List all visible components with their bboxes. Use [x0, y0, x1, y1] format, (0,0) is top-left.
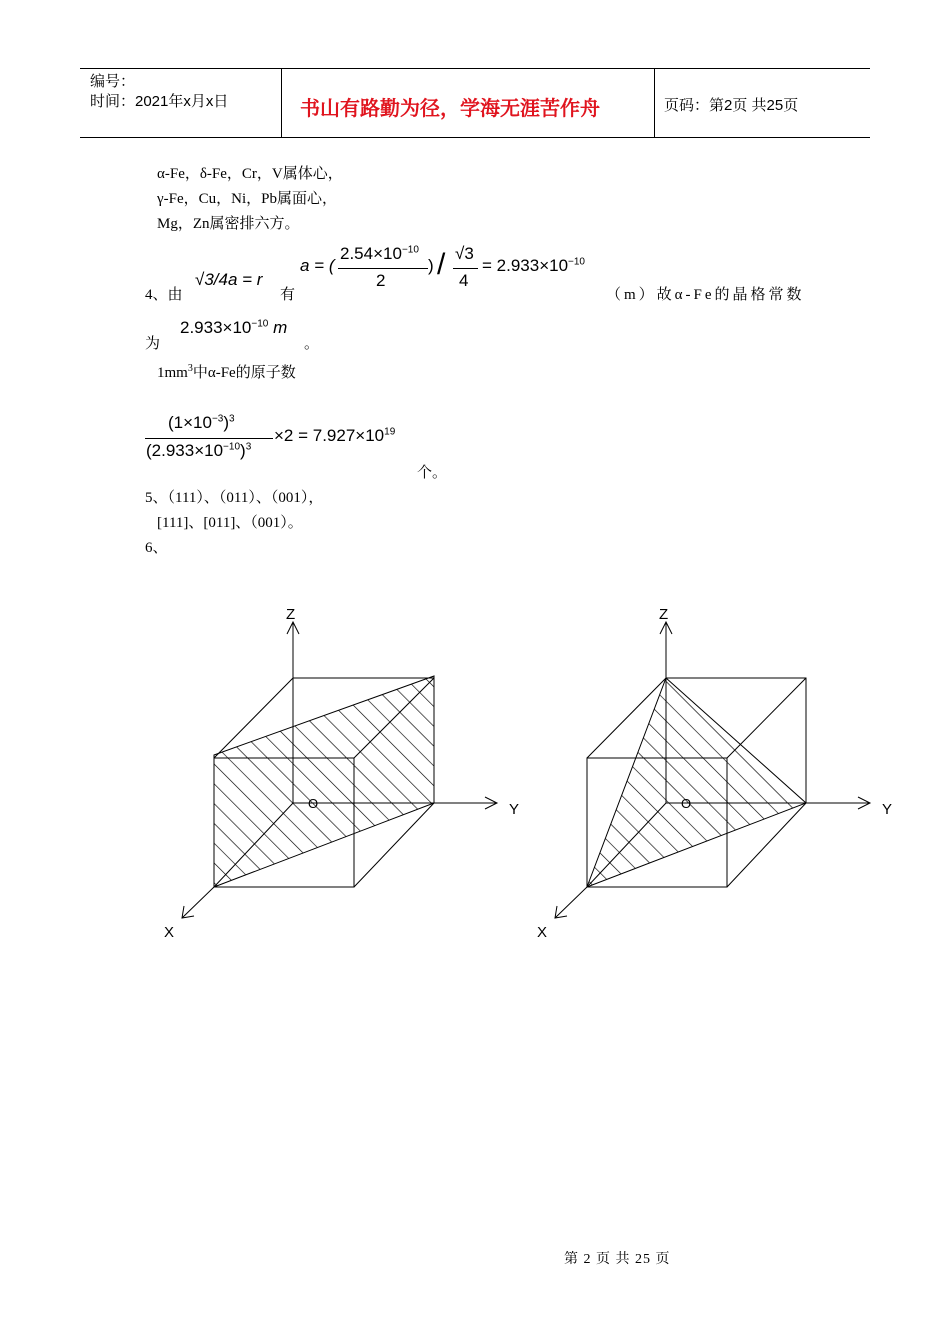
q4-suffix: （m）故α-Fe的晶格常数: [606, 287, 805, 303]
eq2-fraction-bar-2: [453, 268, 478, 269]
eq4-result: $\times 2 = 7.927\times 10^{19}$: [274, 426, 396, 445]
right-hatched-plane: [587, 678, 806, 887]
eq3-value: $2.933\times 10^{-10}$ m: [180, 318, 288, 337]
crystal-planes-figure: [0, 590, 950, 950]
left-origin-label: O: [308, 796, 319, 811]
left-hatched-plane: [214, 676, 434, 887]
count-unit: 个。: [417, 465, 448, 481]
eq2-slash: /: [437, 248, 446, 281]
right-origin-label: O: [681, 796, 692, 811]
eq2-result: = $2.933\times 10^{-10}$: [482, 256, 585, 275]
left-y-label: Y: [509, 801, 520, 818]
right-x-label: X: [537, 924, 548, 941]
left-cube-diagram: [164, 606, 519, 941]
eq4-denominator: $(2.933\times 10^{-10})^3$: [146, 441, 252, 460]
eq4-numerator: $(1\times 10^{-3})^3$: [168, 413, 235, 432]
header-divider-1: [281, 69, 282, 137]
q4-prefix: 4、由: [145, 287, 183, 303]
left-z-label: Z: [286, 606, 296, 623]
count-title: $1mm^3$中α-Fe的原子数: [157, 363, 296, 381]
left-x-label: X: [164, 924, 175, 941]
eq2-sqrt3: √3: [455, 244, 474, 263]
eq2-denominator: 2: [376, 271, 386, 290]
body-line-2: γ-Fe，Cu，Ni，Pb属面心，: [157, 191, 337, 207]
q4-have: 有: [280, 287, 296, 303]
date-label: 时间：2021年x月x日: [90, 93, 229, 110]
eq2-close: ): [428, 256, 434, 275]
q4-period: 。: [304, 336, 320, 352]
eq1-lhs: √3/4a = r: [195, 270, 263, 289]
serial-label: 编号：: [90, 73, 136, 90]
footer-page-number: 第 2 页 共 25 页: [564, 1252, 671, 1267]
eq4-fraction-bar: [145, 438, 273, 439]
eq2-four: 4: [459, 271, 469, 290]
body-line-1: α-Fe，δ-Fe，Cr，V属体心，: [157, 166, 343, 182]
eq2-fraction-bar: [338, 268, 428, 269]
eq2-a: a = (: [300, 256, 335, 275]
q4-wei: 为: [145, 336, 161, 352]
q5-line-1: 5、（111）、（011）、（001），: [145, 490, 324, 506]
body-line-3: Mg，Zn属密排六方。: [157, 216, 300, 232]
header-motto: 书山有路勤为径，学海无涯苦作舟: [300, 98, 600, 120]
page-info: 页码：第2页 共25页: [664, 97, 799, 114]
right-z-label: Z: [659, 606, 669, 623]
right-y-label: Y: [882, 801, 893, 818]
right-cube-diagram: [537, 606, 892, 941]
q5-line-2: [111]、[011]、（001）。: [157, 515, 303, 531]
eq2-numerator: $2.54\times 10^{-10}$: [340, 244, 419, 263]
header-divider-2: [654, 69, 655, 137]
q6-label: 6、: [145, 540, 168, 556]
